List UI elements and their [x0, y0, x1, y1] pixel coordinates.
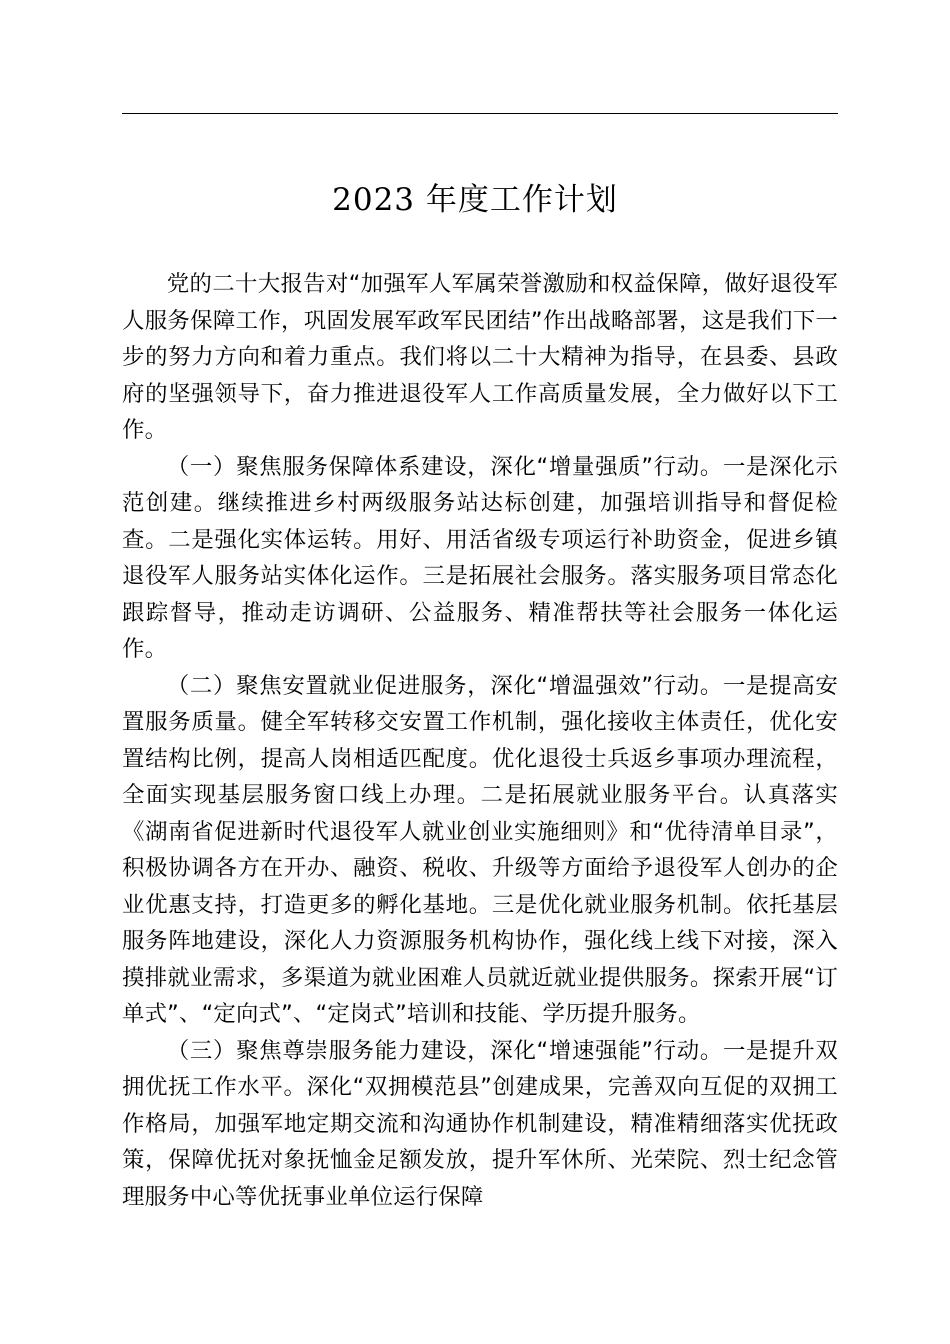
- paragraph-section-3: （三）聚焦尊崇服务能力建设，深化“增速强能”行动。一是提升双拥优抚工作水平。深化“双拥模范县”创建成果，完善双向互促的双拥工作格局，加强军地定期交流和沟通协作机制建设，精准精细落实优抚政策，保障优抚对象抚恤金足额发放，提升军休所、光荣院、烈士纪念管理服务中心等优抚事业单位运行保障: [122, 1037, 838, 1210]
- header-rule: [122, 113, 838, 114]
- paragraph-intro: 党的二十大报告对“加强军人军属荣誉激励和权益保障，做好退役军人服务保障工作，巩固发展军政军民团结”作出战略部署，这是我们下一步的努力方向和着力重点。我们将以二十大精神为指导，在县委、县政府的坚强领导下，奋力推进退役军人工作高质量发展，全力做好以下工作。: [122, 271, 838, 443]
- paragraph-section-1: （一）聚焦服务保障体系建设，深化“增量强质”行动。一是深化示范创建。继续推进乡村两级服务站达标创建，加强培训指导和督促检查。二是强化实体运转。用好、用活省级专项运行补助资金，促进乡镇退役军人服务站实体化运作。三是拓展社会服务。落实服务项目常态化跟踪督导，推动走访调研、公益服务、精准帮扶等社会服务一体化运作。: [122, 453, 838, 662]
- document-title: 2023 年度工作计划: [332, 182, 618, 218]
- paragraph-section-2: （二）聚焦安置就业促进服务，深化“增温强效”行动。一是提高安置服务质量。健全军转移交安置工作机制，强化接收主体责任，优化安置结构比例，提高人岗相适匹配度。优化退役士兵返乡事项办理流程，全面实现基层服务窗口线上办理。二是拓展就业服务平台。认真落实《湖南省促进新时代退役军人就业创业实施细则》和“优待清单目录”，积极协调各方在开办、融资、税收、升级等方面给予退役军人创办的企业优惠支持，打造更多的孵化基地。三是优化就业服务机制。依托基层服务阵地建设，深化人力资源服务机构协作，强化线上线下对接，深入摸排就业需求，多渠道为就业困难人员就近就业提供服务。探索开展“订单式”、“定向式”、“定岗式”培训和技能、学历提升服务。: [122, 672, 838, 1027]
- document-body: [122, 266, 838, 1215]
